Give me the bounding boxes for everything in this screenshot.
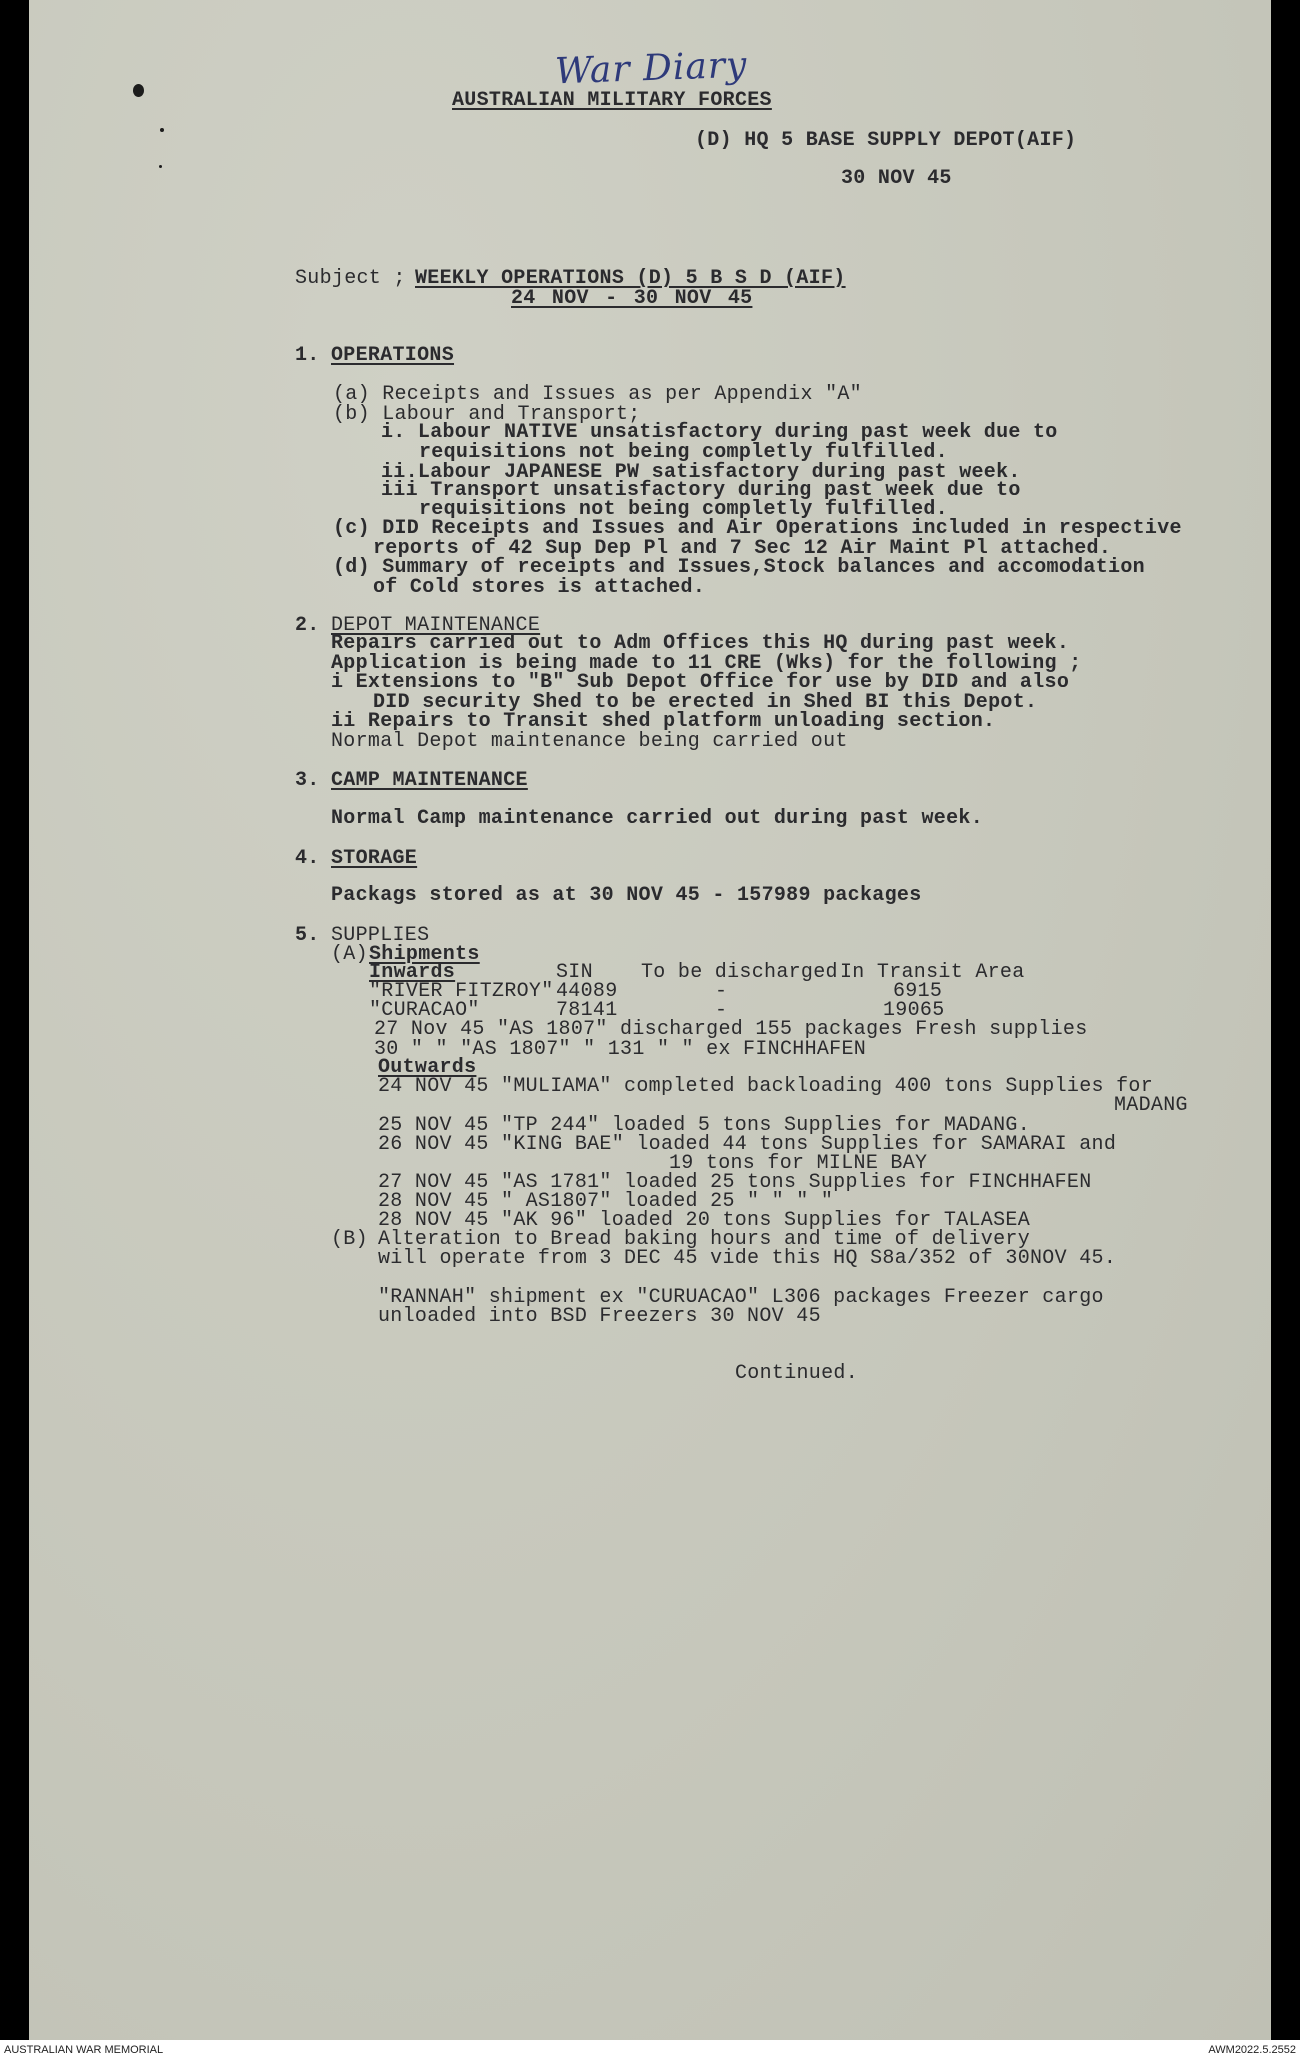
sec1-line: of Cold stores is attached. — [373, 576, 706, 599]
footer-bar — [0, 2040, 1300, 2061]
sec2-line: i Extensions to "B" Sub Depot Office for use by DID and also — [331, 671, 1070, 694]
sec2-line: DID security Shed to be erected in Shed BI this Depot. — [373, 691, 1038, 714]
sec1-line: reports of 42 Sup Dep Pl and 7 Sec 12 Air Maint Pl attached. — [373, 537, 1112, 560]
freezer-line: unloaded into BSD Freezers 30 NOV 45 — [378, 1305, 821, 1328]
col-sin: SIN — [556, 961, 593, 984]
ink-blot — [133, 84, 144, 97]
section-number: 5. — [295, 924, 320, 947]
outwards-line: 27 NOV 45 "AS 1781" loaded 25 tons Supplies for FINCHHAFEN — [378, 1171, 1092, 1194]
section-heading: DEPOT MAINTENANCE — [331, 614, 541, 637]
sub-b-line: Alteration to Bread baking hours and time of delivery — [378, 1228, 1031, 1251]
ship-discharge: - — [715, 980, 728, 1003]
outwards-line: 19 tons for MILNE BAY — [669, 1152, 928, 1175]
col-discharge: To be discharged — [641, 961, 838, 984]
sub-label: (A) — [331, 943, 368, 966]
outwards-line: MADANG — [1114, 1094, 1188, 1117]
subject-title: WEEKLY OPERATIONS (D) 5 B S D (AIF) — [415, 267, 846, 290]
sec1-line: requisitions not being completly fulfilled. — [419, 441, 948, 464]
inwards-label: Inwards — [369, 961, 456, 984]
sec4-line: Packags stored as at 30 NOV 45 - 157989 packages — [331, 884, 922, 907]
ink-speck — [160, 128, 164, 132]
handwritten-annotation: War Diary — [554, 44, 749, 93]
fresh-line: 27 Nov 45 "AS 1807" discharged 155 packages Fresh supplies — [374, 1018, 1088, 1041]
outwards-line: 26 NOV 45 "KING BAE" loaded 44 tons Supplies for SAMARAI and — [378, 1133, 1117, 1156]
sec2-line: Application is being made to 11 CRE (Wks) for the following ; — [331, 652, 1082, 675]
continued-marker: Continued. — [735, 1362, 859, 1385]
section-heading: CAMP MAINTENANCE — [331, 769, 528, 792]
ship-sin: 44089 — [556, 980, 618, 1003]
document-date: 30 NOV 45 — [841, 167, 952, 190]
sec1-line: iii Transport unsatisfactory during past week due to — [381, 479, 1021, 502]
footer-source: AUSTRALIAN WAR MEMORIAL — [4, 2044, 164, 2056]
sec1-line: i. Labour NATIVE unsatisfactory during past week due to — [381, 421, 1058, 444]
ship-transit: 19065 — [883, 999, 945, 1022]
subject-period: 24 NOV - 30 NOV 45 — [511, 287, 753, 310]
outwards-line: 25 NOV 45 "TP 244" loaded 5 tons Supplies for MADANG. — [378, 1114, 1031, 1137]
fresh-line: 30 " " "AS 1807" " 131 " " ex FINCHHAFEN — [374, 1038, 867, 1061]
sub-label: (B) — [331, 1228, 368, 1251]
sub-title: Shipments — [369, 943, 480, 966]
document-page — [29, 0, 1271, 2040]
unit-name: (D) HQ 5 BASE SUPPLY DEPOT(AIF) — [695, 129, 1077, 152]
sec2-line: Normal Depot maintenance being carried out — [331, 730, 848, 753]
section-heading: STORAGE — [331, 847, 418, 870]
ship-sin: 78141 — [556, 999, 618, 1022]
section-number: 2. — [295, 614, 320, 637]
outwards-line: 28 NOV 45 " AS1807" loaded 25 " " " " — [378, 1190, 834, 1213]
subject-label: Subject ; — [295, 267, 406, 290]
footer-id: AWM2022.5.2552 — [1208, 2044, 1296, 2056]
sec1-line: requisitions not being completly fulfilled. — [419, 498, 948, 521]
section-heading: SUPPLIES — [331, 924, 430, 947]
section-number: 1. — [295, 344, 320, 367]
section-number: 4. — [295, 847, 320, 870]
ship-discharge: - — [715, 999, 728, 1022]
ship-transit: 6915 — [893, 980, 943, 1003]
org-title: AUSTRALIAN MILITARY FORCES — [452, 89, 772, 112]
sec3-line: Normal Camp maintenance carried out during past week. — [331, 807, 984, 830]
section-number: 3. — [295, 769, 320, 792]
section-heading: OPERATIONS — [331, 344, 455, 367]
ship-name: "CURACAO" — [369, 999, 480, 1022]
ink-speck — [159, 165, 162, 168]
ship-name: "RIVER FITZROY" — [369, 980, 554, 1003]
sec1-line: (a) Receipts and Issues as per Appendix "A" — [333, 383, 862, 406]
sec1-line: (c) DID Receipts and Issues and Air Operations included in respective — [333, 517, 1182, 540]
outwards-line: 28 NOV 45 "AK 96" loaded 20 tons Supplies for TALASEA — [378, 1209, 1031, 1232]
outwards-label: Outwards — [378, 1056, 477, 1079]
sec2-line: Repairs carried out to Adm Offices this HQ during past week. — [331, 632, 1070, 655]
outwards-line: 24 NOV 45 "MULIAMA" completed backloading 400 tons Supplies for — [378, 1075, 1154, 1098]
sec1-line: (d) Summary of receipts and Issues,Stock balances and accomodation — [333, 556, 1145, 579]
freezer-line: "RANNAH" shipment ex "CURUACAO" L306 packages Freezer cargo — [378, 1286, 1104, 1309]
sec1-line: ii.Labour JAPANESE PW satisfactory during past week. — [381, 461, 1021, 484]
sec2-line: ii Repairs to Transit shed platform unloading section. — [331, 710, 996, 733]
sub-b-line: will operate from 3 DEC 45 vide this HQ S8a/352 of 30NOV 45. — [378, 1247, 1117, 1270]
sec1-line: (b) Labour and Transport; — [333, 403, 641, 426]
col-transit: In Transit Area — [840, 961, 1025, 984]
